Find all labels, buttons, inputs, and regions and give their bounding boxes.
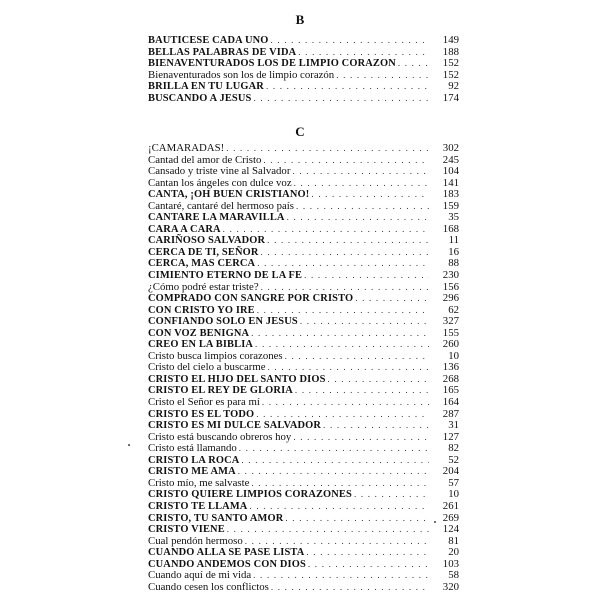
index-entry <box>148 536 459 548</box>
index-entry <box>148 501 459 513</box>
index-entry <box>148 201 459 213</box>
entry-title: CUANDO ALLA SE PASE LISTA <box>148 547 305 559</box>
entry-page-number: 159 <box>442 199 459 212</box>
dot-leader <box>253 93 429 105</box>
entry-page-number: 269 <box>442 511 459 524</box>
entry-title: CRISTO LA ROCA <box>148 454 240 466</box>
entry-title: ¡CAMARADAS! <box>148 142 225 154</box>
entry-title: CUANDO ANDEMOS CON DIOS <box>148 558 306 570</box>
dot-leader <box>227 524 429 536</box>
entry-page-number: 149 <box>442 34 459 46</box>
entry-title: CON VOZ BENIGNA <box>148 327 250 339</box>
dot-leader <box>256 409 429 421</box>
entry-page-number: 320 <box>442 580 459 593</box>
entry-page-number: 174 <box>442 91 459 104</box>
entry-page-number: 127 <box>442 430 459 443</box>
entry-title: Cantaré, cantaré del hermoso país <box>148 199 294 212</box>
entry-page-number: 16 <box>448 245 459 258</box>
entry-page-number: 230 <box>442 269 459 282</box>
dot-leader <box>308 559 429 571</box>
entry-page-number: 261 <box>442 499 459 512</box>
entry-title: CARIÑOSO SALVADOR <box>148 235 266 247</box>
dot-leader <box>223 224 429 236</box>
index-entry <box>148 270 459 282</box>
entry-page-number: 302 <box>442 142 459 154</box>
dot-leader <box>287 212 429 224</box>
entry-title: CIMIENTO ETERNO DE LA FE <box>148 270 303 282</box>
index-entry <box>148 489 459 501</box>
index-entry <box>148 166 459 178</box>
dot-leader <box>355 293 429 305</box>
section-b-list <box>148 35 459 105</box>
dot-leader <box>292 166 429 178</box>
entry-title: Cristo mío, me salvaste <box>148 476 250 489</box>
entry-page-number: 88 <box>448 257 459 270</box>
entry-title: BELLAS PALABRAS DE VIDA <box>148 46 297 58</box>
dot-leader <box>304 270 429 282</box>
entry-title: CRISTO ES MI DULCE SALVADOR <box>148 420 322 432</box>
entry-page-number: 92 <box>448 80 459 93</box>
entry-page-number: 296 <box>442 292 459 305</box>
dot-leader <box>261 282 429 294</box>
entry-title: CRISTO EL REY DE GLORIA <box>148 385 293 397</box>
index-entry <box>148 258 459 270</box>
entry-page-number: 31 <box>448 419 459 432</box>
index-entry <box>148 212 459 224</box>
entry-page-number: 204 <box>442 465 459 478</box>
dot-leader <box>285 513 429 525</box>
entry-page-number: 287 <box>442 407 459 420</box>
section-c-list <box>148 143 459 593</box>
entry-title: Cantan los ángeles con dulce voz <box>148 176 292 189</box>
dot-leader <box>354 489 429 501</box>
entry-page-number: 268 <box>442 372 459 385</box>
entry-page-number: 35 <box>448 211 459 224</box>
dot-leader <box>268 362 429 374</box>
entry-title: CRISTO ES EL TODO <box>148 408 255 420</box>
entry-page-number: 155 <box>442 326 459 339</box>
dot-leader <box>336 70 429 82</box>
entry-page-number: 11 <box>448 234 459 247</box>
dot-leader <box>270 35 429 47</box>
index-entry <box>148 189 459 201</box>
entry-title: CRISTO TE LLAMA <box>148 500 248 512</box>
section-heading-b: B <box>295 12 305 27</box>
dot-leader <box>239 443 429 455</box>
entry-title: COMPRADO CON SANGRE POR CRISTO <box>148 293 354 305</box>
entry-page-number: 10 <box>448 349 459 362</box>
dot-leader <box>293 432 429 444</box>
index-entry <box>148 547 459 559</box>
dot-leader <box>257 258 429 270</box>
entry-page-number: 103 <box>442 557 459 570</box>
dot-leader <box>249 501 429 513</box>
index-entry <box>148 293 459 305</box>
dot-leader <box>311 189 429 201</box>
dot-leader <box>257 305 429 317</box>
index-entry <box>148 235 459 247</box>
entry-page-number: 327 <box>442 315 459 328</box>
dot-leader <box>260 247 429 259</box>
index-entry <box>148 397 459 409</box>
index-entry <box>148 247 459 259</box>
dot-leader <box>226 143 429 155</box>
index-entry <box>148 224 459 236</box>
entry-title: ¿Cómo podré estar triste? <box>148 280 259 293</box>
entry-page-number: 62 <box>448 303 459 316</box>
entry-title: Cristo el Señor es para mí <box>148 396 260 409</box>
entry-page-number: 136 <box>442 361 459 374</box>
entry-page-number: 165 <box>442 384 459 397</box>
index-entry <box>148 328 459 340</box>
dot-leader <box>262 397 429 409</box>
index-entry <box>148 93 459 105</box>
index-entry <box>148 316 459 328</box>
entry-title: CANTARE LA MARAVILLA <box>148 212 285 224</box>
entry-page-number: 58 <box>448 569 459 582</box>
entry-title: Cantad del amor de Cristo <box>148 153 262 166</box>
entry-title: Cuando aquí de mi vida <box>148 569 252 582</box>
entry-page-number: 260 <box>442 338 459 351</box>
entry-title: Bienaventurados son los de limpio corazón <box>148 68 335 81</box>
index-entry <box>148 443 459 455</box>
entry-page-number: 152 <box>442 68 459 81</box>
entry-page-number: 156 <box>442 280 459 293</box>
entry-page-number: 20 <box>448 546 459 559</box>
entry-title: Cual pendón hermoso <box>148 534 243 547</box>
entry-title: Cristo está buscando obreros hoy <box>148 430 292 443</box>
index-entry <box>148 409 459 421</box>
entry-title: BAUTICESE CADA UNO <box>148 35 269 46</box>
entry-page-number: 10 <box>448 488 459 501</box>
entry-title: Cristo está llamando <box>148 442 237 455</box>
index-entry <box>148 305 459 317</box>
entry-page-number: 141 <box>442 176 459 189</box>
entry-title: CREO EN LA BIBLIA <box>148 339 254 351</box>
entry-title: Cuando cesen los conflictos <box>148 580 269 593</box>
entry-page-number: 57 <box>448 476 459 489</box>
index-entry <box>148 582 459 594</box>
dot-leader <box>253 570 429 582</box>
entry-title: CERCA DE TI, SEÑOR <box>148 246 259 258</box>
dot-leader <box>300 316 429 328</box>
entry-title: Cristo del cielo a buscarme <box>148 361 266 374</box>
entry-page-number: 152 <box>442 57 459 70</box>
entry-title: Cristo busca limpios corazones <box>148 349 283 362</box>
entry-title: CON CRISTO YO IRE <box>148 304 255 316</box>
index-entry <box>148 420 459 432</box>
entry-title: CRISTO QUIERE LIMPIOS CORAZONES <box>148 489 352 501</box>
entry-page-number: 188 <box>442 45 459 58</box>
index-entry <box>148 143 459 155</box>
index-entry <box>148 362 459 374</box>
dot-leader <box>251 478 429 490</box>
dot-leader <box>267 235 429 247</box>
index-entry <box>148 513 459 525</box>
dot-leader <box>271 582 429 594</box>
index-entry <box>148 81 459 93</box>
entry-title: CRISTO EL HIJO DEL SANTO DIOS <box>148 373 326 385</box>
dot-leader <box>328 374 430 386</box>
entry-title: CONFIANDO SOLO EN JESUS <box>148 316 298 328</box>
entry-title: CRISTO VIENE <box>148 524 225 536</box>
print-speck <box>434 521 436 523</box>
dot-leader <box>266 81 429 93</box>
entry-page-number: 164 <box>442 396 459 409</box>
entry-page-number: 124 <box>442 523 459 536</box>
entry-page-number: 245 <box>442 153 459 166</box>
index-entry <box>148 374 459 386</box>
index-entry <box>148 35 459 47</box>
section-heading-c: C <box>295 124 305 139</box>
index-entry <box>148 282 459 294</box>
dot-leader <box>323 420 429 432</box>
index-entry <box>148 47 459 59</box>
entry-title: CANTA, ¡OH BUEN CRISTIANO! <box>148 189 310 201</box>
entry-title: CRISTO ME AMA <box>148 466 236 478</box>
entry-title: BRILLA EN TU LUGAR <box>148 81 264 93</box>
dot-leader <box>295 385 429 397</box>
entry-page-number: 104 <box>442 165 459 178</box>
entry-page-number: 81 <box>448 534 459 547</box>
entry-page-number: 183 <box>442 188 459 201</box>
dot-leader <box>241 455 429 467</box>
dot-leader <box>294 178 429 190</box>
entry-page-number: 52 <box>448 453 459 466</box>
dot-leader <box>398 58 429 70</box>
dot-leader <box>238 466 429 478</box>
dot-leader <box>285 351 429 363</box>
entry-title: BIENAVENTURADOS LOS DE LIMPIO CORAZON <box>148 58 396 70</box>
entry-title: CERCA, MAS CERCA <box>148 258 256 270</box>
entry-title: CRISTO, TU SANTO AMOR <box>148 512 284 524</box>
entry-page-number: 82 <box>448 442 459 455</box>
dot-leader <box>298 47 429 59</box>
dot-leader <box>245 536 429 548</box>
index-entry <box>148 178 459 190</box>
entry-title: BUSCANDO A JESUS <box>148 92 252 104</box>
print-speck <box>128 444 130 446</box>
dot-leader <box>251 328 429 340</box>
index-entry <box>148 70 459 82</box>
index-entry <box>148 478 459 490</box>
entry-title: CARA A CARA <box>148 223 221 235</box>
dot-leader <box>296 201 429 213</box>
dot-leader <box>306 547 429 559</box>
index-entry <box>148 524 459 536</box>
entry-title: Cansado y triste vine al Salvador <box>148 165 291 178</box>
entry-page-number: 168 <box>442 222 459 235</box>
index-entry <box>148 455 459 467</box>
